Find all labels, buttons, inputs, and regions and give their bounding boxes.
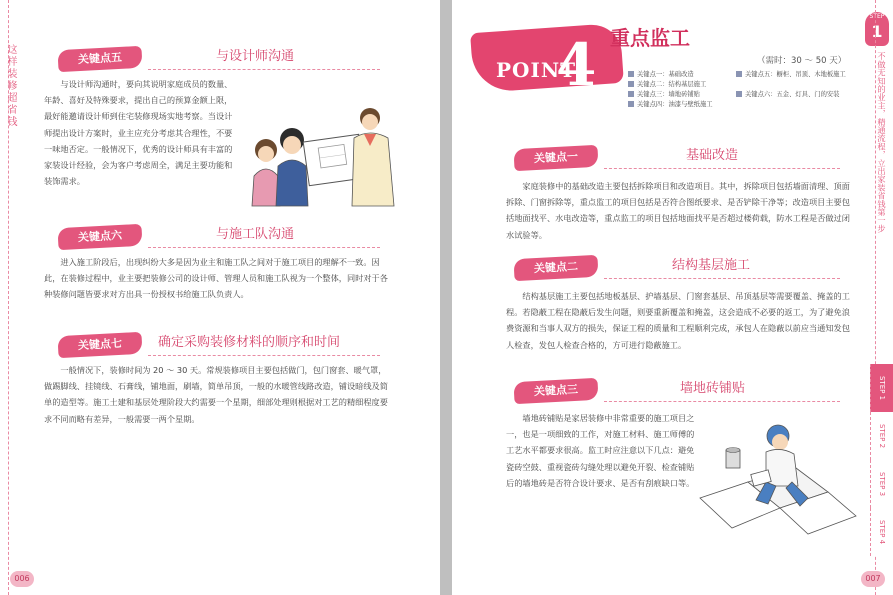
right-page-number: 007	[861, 571, 885, 587]
section-header-2	[514, 255, 840, 281]
point-word: POINT	[496, 58, 576, 82]
section-header-5	[58, 46, 380, 72]
section-text-6: 进入施工阶段后，出现纠纷大多是因为业主和施工队之间对于施工项目的理解不一致。因此，在装修过程中，业主要把装修公司的设计师、管理人员和施工队视为一个整体，同时对于各种装修问题皆要求对方出具一份授权书给施工队负责人。	[44, 257, 388, 300]
step-tab-2[interactable]: STEP 2	[870, 412, 893, 460]
time-required: （需时：30 ～ 50 天）	[757, 56, 847, 66]
key-point: 关键点三：墙地砖铺贴	[628, 90, 732, 100]
section-badge: 关键点三	[513, 378, 598, 404]
section-badge: 关键点二	[513, 255, 598, 281]
section-text-7: 一般情况下，装修时间为 20 ～ 30 天。常规装修项目主要包括做门，包门窗套、暖气罩，做踢脚线、挂镜线、石膏线，铺地面，刷墙，简单吊顶，一般的水暖管线路改造，铺设暗线及简单的造型等。施工土建和基层处理阶段大约需要一个星期，细部处理则根据对工艺的精细程度要求不同而略有差异，一般需要一两个星期。	[44, 365, 388, 424]
section-title: 确定采购装修材料的顺序和时间	[158, 335, 341, 350]
section-badge: 关键点六	[57, 224, 142, 250]
left-side-text: 这样装修超省钱	[5, 44, 16, 128]
key-point: 关键点四：油漆与壁纸施工	[628, 100, 732, 110]
section-header-3	[514, 378, 840, 404]
section-badge: 关键点五	[57, 46, 142, 72]
point-number: 4	[556, 31, 597, 99]
key-points-col-2	[736, 70, 846, 100]
section-title: 基础改造	[686, 148, 739, 163]
section-header-6	[58, 224, 380, 250]
section-header-1	[514, 145, 840, 171]
tiler-illustration	[696, 420, 860, 538]
section-title: 墙地砖铺贴	[680, 381, 746, 396]
section-title: 与施工队沟通	[216, 227, 295, 242]
key-point: 关键点五：橱柜、吊顶、木地板施工	[736, 70, 846, 80]
step-tab-3[interactable]: STEP 3	[870, 460, 893, 508]
section-badge: 关键点七	[57, 332, 142, 358]
section-title: 结构基层施工	[672, 258, 751, 273]
section-badge: 关键点一	[513, 145, 598, 171]
key-point: 关键点六：五金、灯具、门的安装	[736, 90, 846, 100]
section-text-5: 与设计师沟通时，要向其说明家庭成员的数量、年龄、喜好及特殊要求，提出自己的预算金额上限，最好能邀请设计师到住宅装修现场实地考察。当设计师提出设计方案时，业主应充分考虑其合理性，不要一味地否定。一般情况下，优秀的设计师具有丰富的家装设计经验，会为客户考虑周全，满足主要功能和装饰需求。	[44, 79, 233, 187]
section-text-2: 结构基层施工主要包括地板基层、护墙基层、门窗套基层、吊顶基层等需要覆盖、掩盖的工程。若隐蔽工程在隐蔽后发生问题，则要重新覆盖和掩盖，这会造成不必要的返工，为了避免浪费资源和当事人双方的损失，保证工程的质量和工程顺利完成，承包人在隐蔽以前应当通知发包人检查，发包人检查合格的，方可进行隐蔽施工。	[506, 291, 850, 350]
section-header-7	[58, 332, 380, 358]
left-page	[0, 0, 440, 595]
step-tab-1[interactable]: STEP 1	[870, 364, 893, 412]
key-point: 关键点一：基础改造	[628, 70, 732, 80]
section-text-1: 家庭装修中的基础改造主要包括拆除项目和改造项目。其中，拆除项目包括墙面清理、顶面拆除、门窗拆除等，重点监工的项目包括是否符合图纸要求、是否铲除干净等；改造项目主要包括地面找平、水电改造等，重点监工的项目包括地面找平是否超过楼荷载，防水工程是否做过闭水试验等。	[506, 181, 850, 240]
step-tab-4[interactable]: STEP 4	[870, 508, 893, 556]
right-page	[452, 0, 893, 595]
section-text-3: 墙地砖铺贴是家居装修中非常重要的施工项目之一，也是一项细致的工作，对施工材料、施工师傅的工艺水平都要求很高。监工时应注意以下几点：避免瓷砖空鼓、重视瓷砖勾缝处理以避免开裂、检查铺贴后的墙地砖是否符合设计要求、是否有刮痕缺口等。	[506, 413, 695, 488]
left-page-number: 006	[10, 571, 34, 587]
step-badge: STEP 1	[865, 12, 889, 46]
chapter-title: 重点监工	[610, 26, 690, 50]
section-title: 与设计师沟通	[216, 49, 295, 64]
designer-illustration	[248, 104, 396, 210]
key-point: 关键点二：结构基层施工	[628, 80, 732, 90]
key-points-col-1	[628, 70, 732, 110]
right-side-text: 不做无知的业主，精通流程，立出家装省钱第一步	[877, 52, 887, 233]
